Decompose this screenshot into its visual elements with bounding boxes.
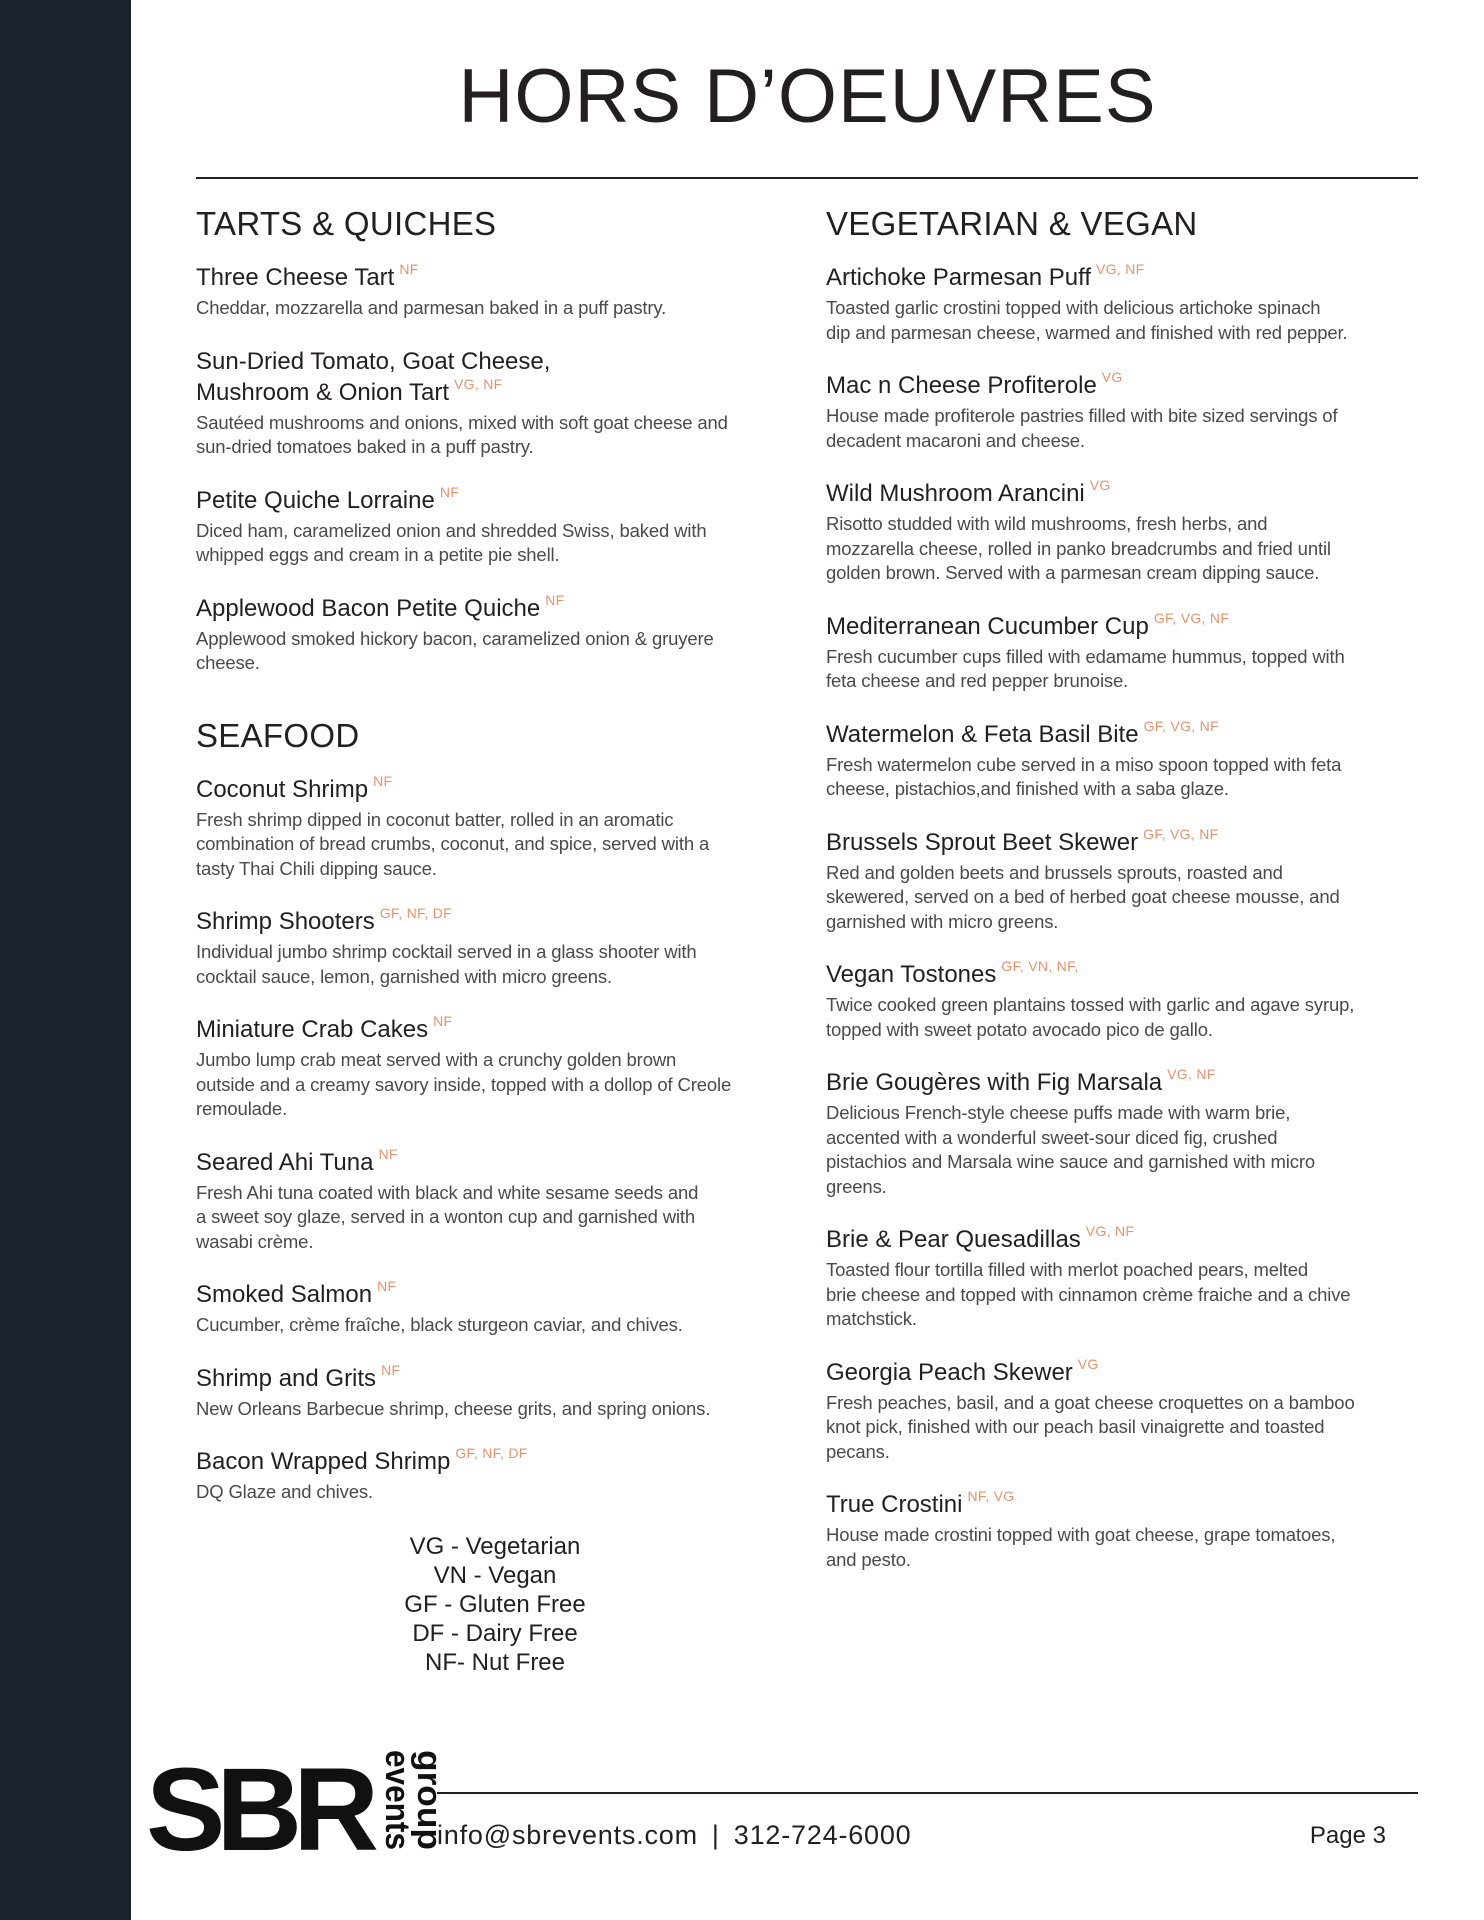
menu-item <box>196 485 796 568</box>
description-line: Cheddar, mozzarella and parmesan baked in a puff pastry. <box>196 297 667 318</box>
item-name-text: Wild Mushroom Arancini <box>826 480 1085 507</box>
dietary-tags: NF, VG <box>967 1488 1015 1504</box>
item-description <box>196 519 796 568</box>
item-name-text: Shrimp Shooters <box>196 908 375 935</box>
description-line: DQ Glaze and chives. <box>196 1481 373 1502</box>
item-description <box>196 1480 796 1505</box>
item-name-text: Bacon Wrapped Shrimp <box>196 1448 451 1475</box>
item-description <box>196 940 796 989</box>
item-name-text: Coconut Shrimp <box>196 775 369 803</box>
dietary-tags: GF, NF, DF <box>379 905 452 921</box>
description-line: matchstick. <box>826 1308 917 1329</box>
item-name-text: Shrimp and Grits <box>196 1364 377 1392</box>
menu-item <box>826 262 1426 345</box>
right-column <box>826 200 1426 1597</box>
description-line: Diced ham, caramelized onion and shredded Swiss, baked with <box>196 519 707 541</box>
left-column <box>196 200 796 1530</box>
dietary-tags: NF <box>399 261 419 277</box>
item-name-text: Smoked Salmon <box>196 1281 373 1308</box>
item-name-text: Watermelon & Feta Basil Bite <box>826 720 1139 748</box>
dietary-tags: GF, VN, NF, <box>1001 958 1079 974</box>
description-line: Fresh watermelon cube served in a miso spoon topped with feta <box>826 753 1342 775</box>
item-name <box>196 774 796 808</box>
dietary-tags: NF <box>373 772 393 789</box>
description-line: garnished with micro greens. <box>826 910 1059 932</box>
email-link[interactable]: info@sbrevents.com <box>437 1820 698 1850</box>
menu-section <box>196 712 796 1505</box>
item-name-text: Brussels Sprout Beet Skewer <box>826 828 1139 856</box>
item-description <box>196 1397 796 1422</box>
item-description <box>826 404 1426 453</box>
menu-item <box>196 262 796 321</box>
menu-item <box>826 370 1426 453</box>
contact-separator: | <box>711 1820 720 1850</box>
menu-item <box>826 611 1426 694</box>
item-name <box>196 262 796 296</box>
legend-entry: GF - Gluten Free <box>404 1591 586 1618</box>
menu-item <box>196 346 796 460</box>
item-description <box>826 1391 1426 1465</box>
description-line: Applewood smoked hickory bacon, caramelized onion & gruyere <box>196 627 714 649</box>
menu-item <box>826 1357 1426 1465</box>
item-name-text: Mac n Cheese Profiterole <box>826 372 1097 399</box>
item-name-text: Artichoke Parmesan Puff <box>826 264 1092 291</box>
description-line: pistachios and Marsala wine sauce and garnished with micro <box>826 1151 1316 1172</box>
description-line: Fresh cucumber cups filled with edamame hummus, topped with <box>826 645 1345 667</box>
menu-item <box>196 906 796 989</box>
item-name-line: Sun-Dried Tomato, Goat Cheese, <box>196 347 551 375</box>
menu-item <box>826 827 1426 935</box>
phone-number[interactable]: 312-724-6000 <box>733 1820 912 1850</box>
description-line: House made crostini topped with goat cheese, grape tomatoes, <box>826 1524 1336 1545</box>
item-name <box>196 346 796 411</box>
item-name <box>826 719 1426 753</box>
item-description <box>196 296 796 321</box>
dietary-tags: VG, NF <box>454 375 503 392</box>
section-heading: SEAFOOD <box>196 716 360 754</box>
dietary-tags: NF <box>433 1013 453 1029</box>
menu-item <box>196 774 796 882</box>
item-name <box>196 485 796 519</box>
menu-section <box>196 200 796 676</box>
item-name <box>826 827 1426 861</box>
item-name-text: True Crostini <box>826 1491 963 1518</box>
description-line: remoulade. <box>196 1098 288 1119</box>
menu-item <box>196 1446 796 1505</box>
item-description <box>826 993 1426 1042</box>
menu-item <box>826 1067 1426 1199</box>
description-line: cocktail sauce, lemon, garnished with micro greens. <box>196 965 612 987</box>
item-name-line: Mushroom & Onion Tart <box>196 378 449 406</box>
description-line: skewered, served on a bed of herbed goat cheese mousse, and <box>826 886 1340 907</box>
item-name <box>196 1014 796 1048</box>
item-name <box>826 478 1426 512</box>
item-name <box>826 1067 1426 1101</box>
description-line: Toasted garlic crostini topped with delicious artichoke spinach <box>826 297 1321 318</box>
item-name <box>196 1363 796 1397</box>
dietary-tags: NF <box>377 1278 397 1294</box>
description-line: tasty Thai Chili dipping sauce. <box>196 857 437 879</box>
description-line: cheese. <box>196 652 260 673</box>
description-line: knot pick, finished with our peach basil vinaigrette and toasted <box>826 1416 1325 1437</box>
description-line: Risotto studded with wild mushrooms, fresh herbs, and <box>826 513 1268 534</box>
item-name <box>826 370 1426 404</box>
item-description <box>196 627 796 676</box>
logo-mark: SBR <box>146 1744 377 1876</box>
menu-item <box>196 593 796 676</box>
item-name-text: Brie Gougères with Fig Marsala <box>826 1069 1163 1096</box>
dietary-tags: NF <box>378 1145 398 1162</box>
item-description <box>826 645 1426 694</box>
dietary-tags: VG, NF <box>1096 261 1145 277</box>
description-line: Jumbo lump crab meat served with a crunchy golden brown <box>196 1049 677 1070</box>
description-line: decadent macaroni and cheese. <box>826 429 1085 451</box>
item-description <box>826 1258 1426 1332</box>
dietary-tags: VG <box>1101 369 1123 385</box>
description-line: pecans. <box>826 1440 890 1462</box>
description-line: Twice cooked green plantains tossed with garlic and agave syrup, <box>826 994 1355 1015</box>
menu-item <box>826 1489 1426 1572</box>
footer-divider <box>437 1792 1418 1794</box>
dietary-legend <box>330 1532 660 1677</box>
item-description <box>826 1101 1426 1199</box>
dietary-tags: GF, VG, NF <box>1143 825 1219 842</box>
page-title: HORS D’OEUVRES <box>458 54 1157 139</box>
description-line: Cucumber, crème fraîche, black sturgeon caviar, and chives. <box>196 1314 683 1335</box>
description-line: House made profiterole pastries filled with bite sized servings of <box>826 405 1338 426</box>
description-line: greens. <box>826 1175 887 1197</box>
description-line: accented with a wonderful sweet-sour diced fig, crushed <box>826 1126 1278 1148</box>
item-name-text: Three Cheese Tart <box>196 264 395 291</box>
item-name-text: Seared Ahi Tuna <box>196 1148 374 1176</box>
item-name-text: Miniature Crab Cakes <box>196 1016 429 1043</box>
description-line: Individual jumbo shrimp cocktail served in a glass shooter with <box>196 941 697 962</box>
dietary-tags: GF, VG, NF <box>1153 609 1230 626</box>
description-line: Fresh Ahi tuna coated with black and white sesame seeds and <box>196 1181 699 1203</box>
menu-item <box>196 1147 796 1255</box>
description-line: and pesto. <box>826 1548 911 1570</box>
item-name <box>826 262 1426 296</box>
sbr-events-group-logo <box>146 1744 448 1876</box>
item-description <box>196 1313 796 1338</box>
title-divider <box>196 177 1418 179</box>
item-name <box>826 1489 1426 1523</box>
item-name-text: Georgia Peach Skewer <box>826 1358 1073 1386</box>
item-description <box>196 1181 796 1255</box>
dietary-tags: NF <box>381 1361 401 1378</box>
menu-item <box>196 1363 796 1422</box>
item-description <box>826 296 1426 345</box>
description-line: combination of bread crumbs, coconut, and spice, served with a <box>196 833 710 854</box>
dietary-tags: NF <box>545 591 565 608</box>
dietary-tags: VG, NF <box>1085 1223 1135 1239</box>
item-name-text: Brie & Pear Quesadillas <box>826 1226 1081 1253</box>
item-description <box>826 1523 1426 1572</box>
description-line: outside and a creamy savory inside, topped with a dollop of Creole <box>196 1073 732 1095</box>
menu-item <box>826 959 1426 1042</box>
description-line: Delicious French-style cheese puffs made with warm brie, <box>826 1102 1291 1123</box>
description-line: a sweet soy glaze, served in a wonton cup and garnished with <box>196 1206 696 1227</box>
dietary-tags: NF <box>439 483 460 500</box>
item-name <box>826 959 1426 993</box>
item-description <box>196 1048 796 1122</box>
menu-item <box>826 719 1426 802</box>
dietary-tags: VG <box>1089 477 1111 493</box>
item-name <box>826 1224 1426 1258</box>
description-line: dip and parmesan cheese, warmed and finished with red pepper. <box>826 321 1348 343</box>
dietary-tags: VG, NF <box>1167 1066 1216 1082</box>
section-heading: TARTS & QUICHES <box>196 205 497 242</box>
item-description <box>826 861 1426 935</box>
item-description <box>826 753 1426 802</box>
legend-entry: VG - Vegetarian <box>409 1533 581 1560</box>
description-line: wasabi crème. <box>196 1230 314 1252</box>
description-line: Fresh shrimp dipped in coconut batter, rolled in an aromatic <box>196 808 674 830</box>
menu-section <box>826 200 1426 1572</box>
item-name <box>196 1147 796 1181</box>
item-name <box>826 1357 1426 1391</box>
item-name-text: Vegan Tostones <box>826 961 997 988</box>
menu-item <box>826 1224 1426 1332</box>
item-description <box>196 411 796 460</box>
item-name <box>196 1279 796 1313</box>
logo-events-text: events <box>378 1750 416 1858</box>
description-line: topped with sweet potato avocado pico de gallo. <box>826 1018 1213 1040</box>
item-name-text: Petite Quiche Lorraine <box>196 486 435 514</box>
item-name <box>196 906 796 940</box>
item-description <box>196 808 796 882</box>
menu-item <box>826 478 1426 586</box>
sidebar-band <box>0 0 131 1920</box>
description-line: mozzarella cheese, rolled in panko breadcrumbs and fried until <box>826 537 1331 559</box>
description-line: New Orleans Barbecue shrimp, cheese grits, and spring onions. <box>196 1397 711 1419</box>
legend-entry: NF- Nut Free <box>424 1649 565 1676</box>
item-description <box>826 512 1426 586</box>
description-line: sun-dried tomatoes baked in a puff pastry. <box>196 436 534 457</box>
description-line: cheese, pistachios,and finished with a saba glaze. <box>826 778 1229 799</box>
dietary-tags: VG <box>1077 1355 1099 1372</box>
description-line: brie cheese and topped with cinnamon crème fraiche and a chive <box>826 1283 1351 1305</box>
description-line: Red and golden beets and brussels sprouts, roasted and <box>826 861 1283 883</box>
menu-item <box>196 1279 796 1338</box>
section-heading: VEGETARIAN & VEGAN <box>826 205 1198 242</box>
item-name <box>196 593 796 627</box>
item-name-text: Mediterranean Cucumber Cup <box>826 612 1149 640</box>
item-name-text: Applewood Bacon Petite Quiche <box>196 594 541 622</box>
dietary-tags: GF, VG, NF <box>1143 717 1219 734</box>
description-line: Toasted flour tortilla filled with merlot poached pears, melted <box>826 1259 1309 1280</box>
item-name <box>196 1446 796 1480</box>
item-name <box>826 611 1426 645</box>
legend-entry: DF - Dairy Free <box>412 1620 578 1647</box>
description-line: whipped eggs and cream in a petite pie shell. <box>196 544 560 565</box>
legend-entry: VN - Vegan <box>433 1562 557 1589</box>
description-line: Fresh peaches, basil, and a goat cheese croquettes on a bamboo <box>826 1391 1355 1413</box>
description-line: golden brown. Served with a parmesan cream dipping sauce. <box>826 562 1320 583</box>
description-line: Sautéed mushrooms and onions, mixed with soft goat cheese and <box>196 411 728 433</box>
description-line: feta cheese and red pepper brunoise. <box>826 670 1129 691</box>
footer-contact <box>437 1818 912 1852</box>
menu-item <box>196 1014 796 1122</box>
page-number: Page 3 <box>1309 1822 1386 1849</box>
logo-group-text: group <box>410 1750 448 1847</box>
dietary-tags: GF, NF, DF <box>455 1445 528 1461</box>
